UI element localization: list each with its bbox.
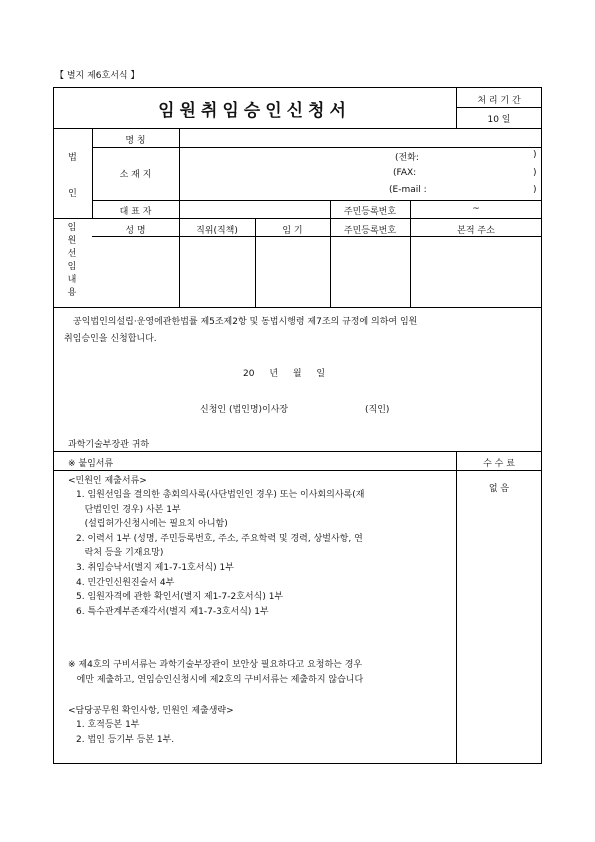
list-item: 2. 이력서 1부 (성명, 주민등록번호, 주소, 주요학력 및 경력, 상벌사항, 연: [76, 533, 363, 544]
list-item: 1. 호적등본 1부: [76, 720, 140, 730]
corp-side-label-top: 법: [68, 153, 77, 163]
officer-side-label: 임 원 선 임 내 용: [67, 223, 77, 298]
email-label: (E-mail :: [389, 185, 427, 195]
civil-docs-title: <민원인 제출서류>: [68, 476, 147, 486]
fee-label: 수 수 료: [483, 459, 515, 469]
addressee: 과학기술부장관 귀하: [68, 440, 150, 450]
note-line-2: 에만 제출하고, 연임승인신청시에 제2호의 구비서류는 제출하지 않습니다: [68, 675, 364, 685]
list-item: 4. 민간인신원진술서 4부: [76, 577, 175, 588]
fee-value: 없 음: [488, 484, 510, 494]
fax-close: ): [533, 168, 537, 178]
list-item: 3. 취임승낙서(별지 제1-7-1호서식) 1부: [76, 562, 234, 573]
seal-mark: (직인): [365, 405, 390, 415]
representative-label: 대 표 자: [119, 207, 152, 217]
phone-label: (전화:: [395, 153, 419, 163]
corp-name-label: 명 칭: [125, 136, 146, 146]
statement-line-1: 공익법인의설립·운영에관한법률 제5조제2항 및 동법시행령 제7조의 규정에 의하여 임원: [73, 317, 418, 327]
list-item: 2. 법인 등기부 등본 1부.: [76, 734, 175, 745]
phone-close: ): [533, 150, 537, 160]
statement-line-2: 취임승인을 신청합니다.: [64, 334, 157, 344]
list-item: 락처 등을 기재요망): [76, 548, 164, 559]
officer-position-header: 직위(직책): [196, 226, 238, 236]
rep-reg-number-value: ~: [472, 204, 480, 214]
processing-period-label: 처 리 기 간: [477, 96, 521, 106]
list-item: 단법인인 경우) 사본 1부: [76, 504, 181, 515]
note-line-1: ※ 제4호의 구비서류는 과학기술부장관이 보안상 필요하다고 요청하는 경우: [68, 660, 363, 670]
list-item: (설립허가신청시에는 필요치 아니함): [76, 519, 228, 530]
rep-reg-number-label: 주민등록번호: [343, 207, 397, 217]
civil-docs-list: [76, 488, 364, 619]
officer-address-header: 본적 주소: [457, 226, 495, 236]
applicant-line: 신청인 (법인명)이사장: [200, 405, 289, 415]
corp-address-label: 소 재 지: [119, 170, 152, 180]
list-item: 5. 임원자격에 관한 확인서(별지 제1-7-2호서식) 1부: [76, 592, 284, 603]
processing-period-value: 10 일: [487, 115, 511, 125]
list-item: 6. 특수관계부존재각서(별지 제1-7-3호서식) 1부: [76, 606, 269, 617]
officer-reg-number-header: 주민등록번호: [343, 226, 397, 236]
application-date: 20 년 월 일: [243, 369, 326, 379]
official-check-title: <담당공무원 확인사항, 민원인 제출생략>: [68, 706, 234, 716]
list-item: 1. 임원선임을 결의한 총회의사록(사단법인인 경우) 또는 이사회의사록(재: [76, 490, 365, 500]
form-number-tag: 【 별지 제6호서식 】: [55, 71, 140, 81]
corp-side-label-bottom: 인: [68, 189, 77, 199]
form-title: 임원취임승인신청서: [158, 100, 351, 121]
official-check-list: [76, 718, 174, 747]
officer-term-header: 임 기: [282, 226, 303, 236]
officer-name-header: 성 명: [125, 226, 146, 236]
email-close: ): [533, 185, 537, 195]
fax-label: (FAX:: [393, 168, 417, 178]
attachments-header: ※ 붙임서류: [68, 459, 114, 469]
